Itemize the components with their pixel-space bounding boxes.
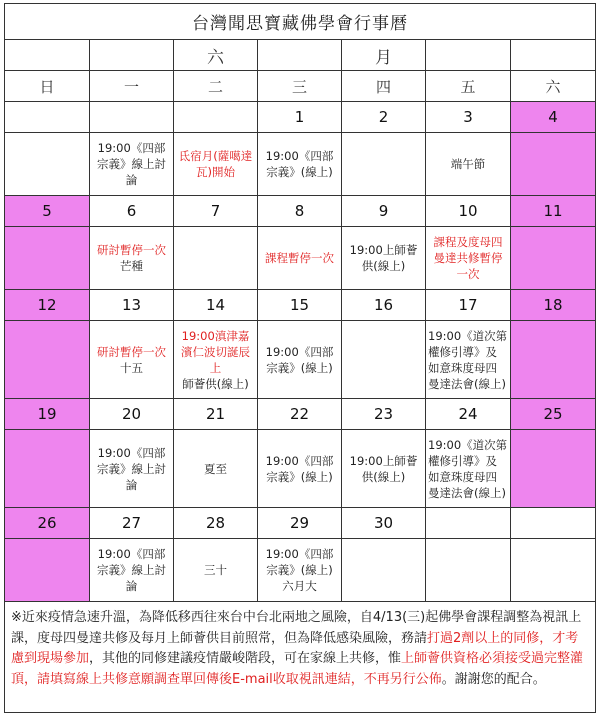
event-text: 三十	[204, 563, 227, 577]
notice-text: 。謝謝您的配合。	[441, 671, 546, 687]
notice-text: ※近來疫情急速升溫，為降低移西往來台中台北兩地之風險，自4/13(三)起佛學會課程調整為視訊上課，度母四曼達共修及每月上師薈供目前照常，但為降低感染風險，務請	[11, 610, 582, 646]
event-cell	[342, 539, 426, 602]
event-text: 19:00上師薈供(線上)	[349, 453, 418, 484]
weekday-header: 五	[426, 71, 511, 102]
date-cell: 9	[342, 196, 426, 227]
month-header-right: 月	[342, 40, 426, 71]
event-cell	[5, 227, 90, 290]
event-cell	[174, 227, 258, 290]
event-cell	[426, 539, 511, 602]
date-cell	[511, 508, 596, 539]
date-cell: 26	[5, 508, 90, 539]
event-cell	[258, 430, 342, 508]
date-cell: 1	[258, 102, 342, 133]
event-cell	[426, 227, 511, 290]
event-cell	[174, 133, 258, 196]
event-note-red: 課程及度母四曼達共修暫停一次	[433, 235, 503, 281]
date-cell: 6	[90, 196, 174, 227]
date-row	[5, 508, 596, 539]
event-text: 19:00上師薈供(線上)	[349, 243, 418, 273]
event-cell	[90, 133, 174, 196]
event-cell	[5, 133, 90, 196]
calendar-title: 台灣聞思寶藏佛學會行事曆	[5, 4, 596, 40]
notice-text: ，其他的同修建議疫情嚴峻階段，可在家線上共修，惟	[89, 651, 402, 666]
date-cell: 11	[511, 196, 596, 227]
event-cell	[258, 133, 342, 196]
event-cell	[258, 227, 342, 290]
event-note-red: 氐宿月(薩噶達瓦)開始	[178, 149, 253, 179]
event-cell	[90, 321, 174, 399]
weekday-header: 四	[342, 71, 426, 102]
date-cell: 19	[5, 399, 90, 430]
event-cell	[5, 539, 90, 602]
date-cell: 7	[174, 196, 258, 227]
calendar-page	[4, 3, 595, 722]
month-header-blank	[258, 40, 342, 71]
event-text: 端午節	[450, 157, 486, 171]
month-header-blank	[426, 40, 511, 71]
date-cell: 16	[342, 290, 426, 321]
event-cell	[342, 133, 426, 196]
month-header-blank	[5, 40, 90, 71]
event-text: 19:00《道次第權修引導》及如意珠度母四曼達法會(線上)	[428, 328, 508, 391]
notice-highlight: 打過2劑以上的同修，才考慮到現場參加	[11, 630, 579, 666]
event-row	[5, 133, 596, 196]
event-text: 夏至	[204, 461, 227, 476]
event-cell	[342, 321, 426, 399]
date-cell: 5	[5, 196, 90, 227]
date-cell: 17	[426, 290, 511, 321]
event-cell	[174, 430, 258, 508]
weekday-header: 日	[5, 71, 90, 102]
date-cell: 10	[426, 196, 511, 227]
event-text: 19:00《四部宗義》(線上) 六月大	[265, 547, 334, 593]
event-cell	[511, 133, 596, 196]
date-cell	[5, 102, 90, 133]
date-cell: 28	[174, 508, 258, 539]
date-cell: 25	[511, 399, 596, 430]
event-cell	[5, 430, 90, 508]
date-cell: 14	[174, 290, 258, 321]
date-row	[5, 102, 596, 133]
weekday-header: 六	[511, 71, 596, 102]
date-cell: 21	[174, 399, 258, 430]
month-header-left: 六	[174, 40, 258, 71]
date-cell: 27	[90, 508, 174, 539]
event-note-red: 19:00滇津嘉濱仁波切誕辰上	[181, 328, 250, 375]
calendar-table	[4, 3, 596, 713]
event-cell	[258, 321, 342, 399]
notice-box	[5, 602, 596, 713]
event-text: 十五	[120, 360, 143, 375]
event-text: 19:00《四部宗義》線上討論	[97, 547, 166, 593]
date-cell	[90, 102, 174, 133]
date-cell: 23	[342, 399, 426, 430]
date-cell: 18	[511, 290, 596, 321]
month-header-blank	[90, 40, 174, 71]
event-text: 19:00《道次第權修引導》及如意珠度母四曼達法會(線上)	[428, 437, 508, 500]
event-text: 19:00《四部宗義》線上討論	[97, 141, 166, 187]
event-cell	[511, 321, 596, 399]
date-cell: 3	[426, 102, 511, 133]
event-cell	[426, 430, 511, 508]
weekday-header: 二	[174, 71, 258, 102]
event-text: 19:00《四部宗義》(線上)	[265, 149, 334, 179]
date-cell: 20	[90, 399, 174, 430]
date-cell: 15	[258, 290, 342, 321]
event-cell	[90, 539, 174, 602]
event-row	[5, 539, 596, 602]
event-text: 19:00《四部宗義》(線上)	[265, 344, 334, 375]
event-cell	[174, 321, 258, 399]
event-cell	[426, 321, 511, 399]
notice-highlight: 上師薈供資格必須接受過完整灌頂，請填寫線上共修意願調查單回傳後E-mail收取視訊連結，不再另行公佈	[11, 651, 584, 687]
event-text: 芒種	[120, 259, 143, 273]
event-cell	[5, 321, 90, 399]
event-text: 19:00《四部宗義》(線上)	[265, 453, 334, 484]
event-cell	[90, 430, 174, 508]
month-header-blank	[511, 40, 596, 71]
date-row	[5, 196, 596, 227]
date-row	[5, 290, 596, 321]
event-cell	[511, 539, 596, 602]
date-cell: 2	[342, 102, 426, 133]
date-cell	[426, 508, 511, 539]
event-cell	[342, 430, 426, 508]
date-cell: 4	[511, 102, 596, 133]
date-cell: 13	[90, 290, 174, 321]
event-cell	[511, 430, 596, 508]
event-row	[5, 430, 596, 508]
date-cell: 12	[5, 290, 90, 321]
weekday-header: 三	[258, 71, 342, 102]
date-cell	[174, 102, 258, 133]
event-cell	[511, 227, 596, 290]
date-cell: 22	[258, 399, 342, 430]
event-cell	[90, 227, 174, 290]
date-cell: 8	[258, 196, 342, 227]
event-text: 19:00《四部宗義》線上討論	[97, 445, 166, 492]
event-text: 師薈供(線上)	[182, 376, 249, 391]
weekday-header: 一	[90, 71, 174, 102]
date-row	[5, 399, 596, 430]
event-cell	[258, 539, 342, 602]
date-cell: 30	[342, 508, 426, 539]
event-note-red: 課程暫停一次	[265, 251, 334, 265]
event-cell	[426, 133, 511, 196]
event-cell	[342, 227, 426, 290]
event-note-red: 研討暫停一次	[97, 243, 166, 257]
event-row	[5, 227, 596, 290]
date-cell: 29	[258, 508, 342, 539]
date-cell: 24	[426, 399, 511, 430]
event-note-red: 研討暫停一次	[97, 344, 166, 359]
event-cell	[174, 539, 258, 602]
event-row	[5, 321, 596, 399]
